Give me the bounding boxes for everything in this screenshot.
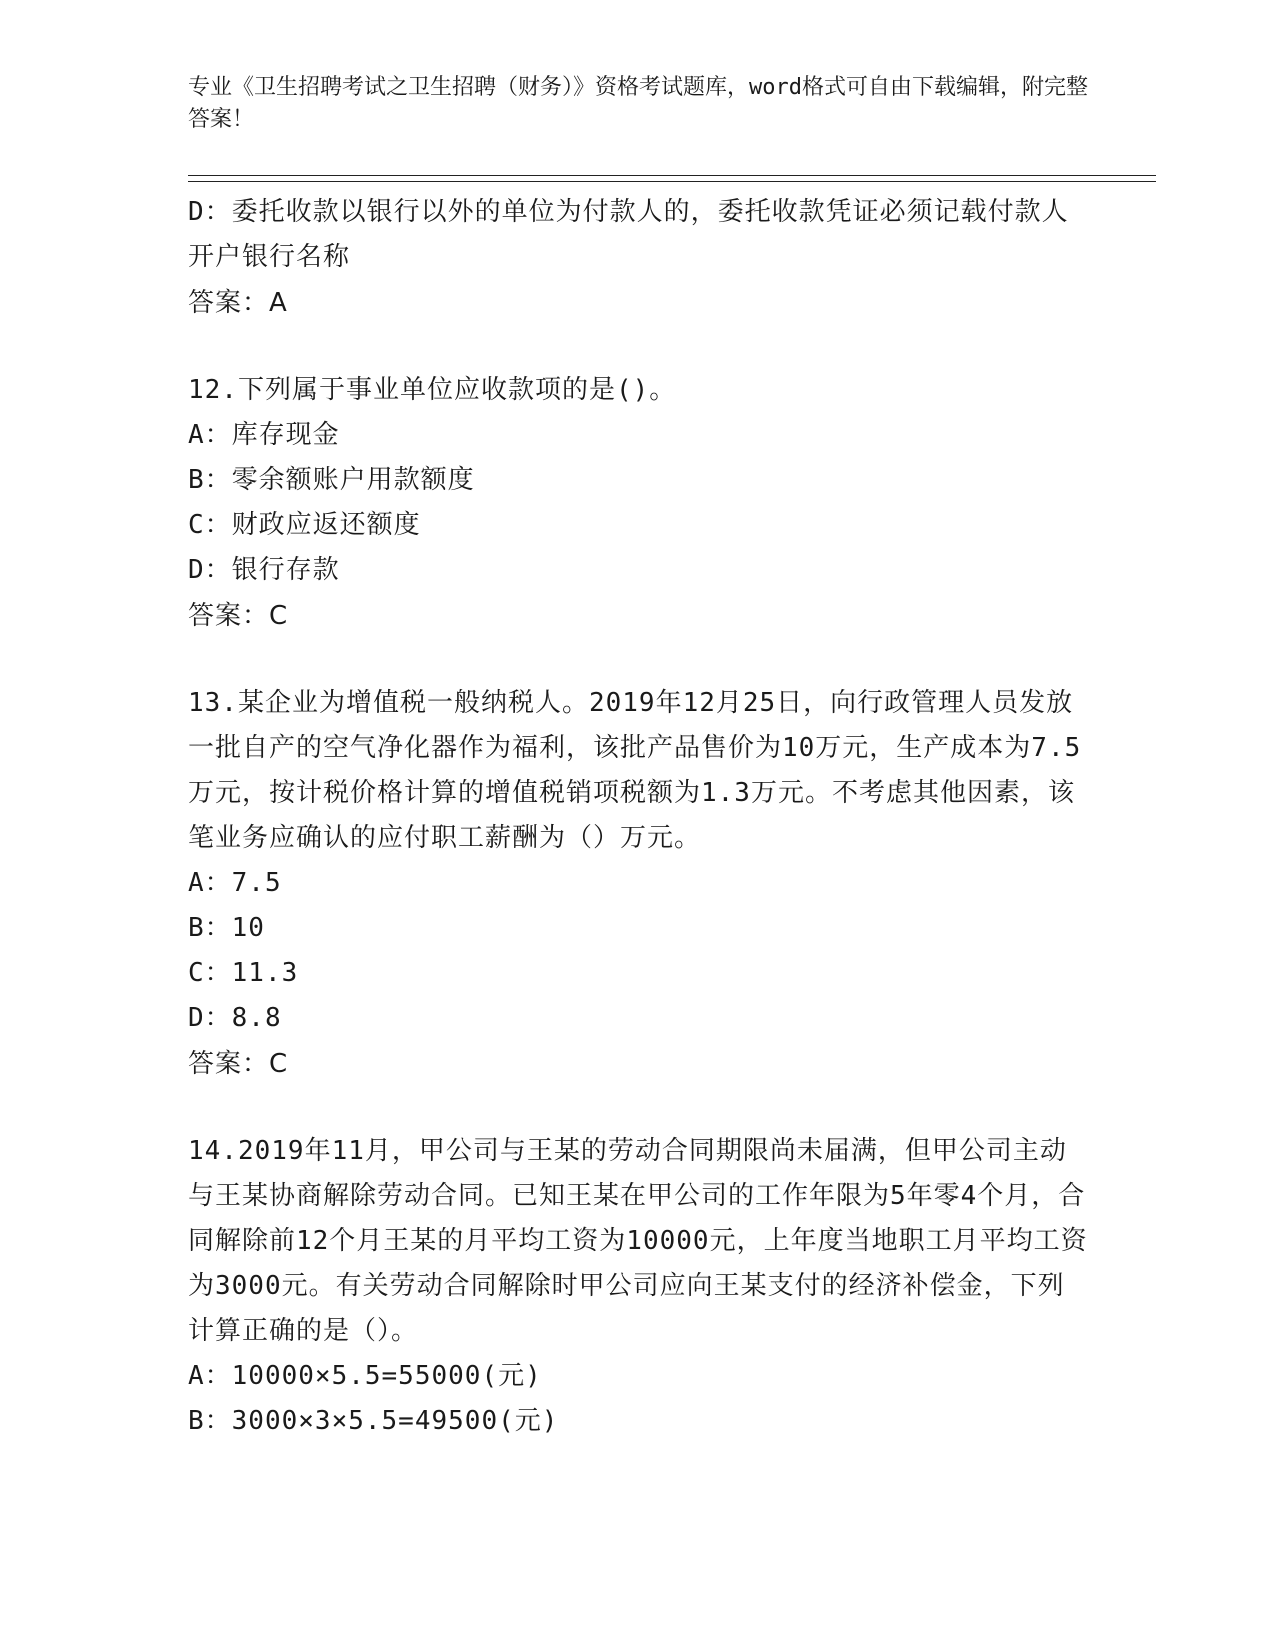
prev-answer: 答案：A — [188, 288, 288, 318]
q13-stem: 13.某企业为增值税一般纳税人。2019年12月25日，向行政管理人员发放一批自产的空气净化器作为福利，该批产品售价为10万元，生产成本为7.5万元，按计税价格计算的增值税销项税额为1.3万元。不考虑其他因素，该笔业务应确认的应付职工薪酬为（）万元。 — [188, 688, 1082, 853]
q13-option-a: A：7.5 — [188, 868, 282, 898]
q14-stem: 14.2019年11月，甲公司与王某的劳动合同期限尚未届满，但甲公司主动与王某协商解除劳动合同。已知王某在甲公司的工作年限为5年零4个月，合同解除前12个月王某的月平均工资为10000元，上年度当地职工月平均工资为3000元。有关劳动合同解除时甲公司应向王某支付的经济补偿金，下列计算正确的是（）。 — [188, 1136, 1088, 1346]
q14-option-a: A：10000×5.5=55000(元) — [188, 1361, 542, 1391]
document-header: 专业《卫生招聘考试之卫生招聘（财务）》资格考试题库，word格式可自由下载编辑，附完整答案！ — [188, 75, 1088, 132]
q12-option-a: A：库存现金 — [188, 420, 340, 450]
q12-option-c: C：财政应返还额度 — [188, 510, 421, 540]
q13-answer: 答案：C — [188, 1049, 289, 1079]
q14-option-b: B：3000×3×5.5=49500(元) — [188, 1406, 559, 1436]
q12-answer: 答案：C — [188, 601, 289, 631]
q12-option-d: D：银行存款 — [188, 555, 340, 585]
prev-option-d: D：委托收款以银行以外的单位为付款人的，委托收款凭证必须记载付款人开户银行名称 — [188, 197, 1069, 272]
q12-stem: 12.下列属于事业单位应收款项的是()。 — [188, 375, 677, 405]
q12-option-b: B：零余额账户用款额度 — [188, 465, 475, 495]
header-rule-bottom — [188, 181, 1156, 182]
q13-option-d: D：8.8 — [188, 1003, 282, 1033]
question-content — [188, 190, 1088, 1444]
header-rule-top — [188, 175, 1156, 176]
q13-option-b: B：10 — [188, 913, 265, 943]
q13-option-c: C：11.3 — [188, 958, 299, 988]
